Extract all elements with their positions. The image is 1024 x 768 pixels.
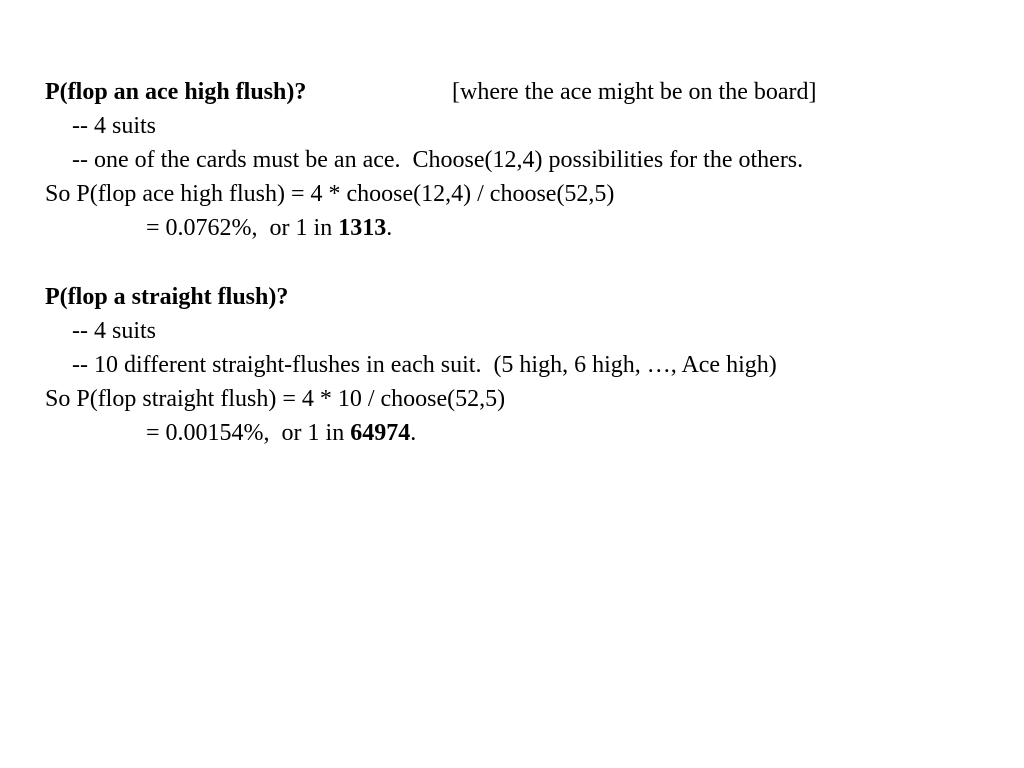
heading-ace-high-flush: P(flop an ace high flush)?: [45, 79, 307, 105]
note-ace-on-board: [where the ace might be on the board]: [452, 79, 817, 105]
result-straight-flush: [146, 419, 416, 447]
result-prefix: = 0.00154%, or 1 in: [146, 420, 351, 446]
bullet-4-suits: -- 4 suits: [72, 318, 156, 344]
result-odds: 1313: [338, 215, 387, 241]
result-prefix: = 0.0762%, or 1 in: [146, 215, 339, 241]
result-suffix: .: [410, 420, 417, 446]
formula-straight-flush: So P(flop straight flush) = 4 * 10 / choose(52,5): [45, 386, 506, 412]
result-ace-high-flush: [146, 214, 392, 242]
bullet-4-suits: -- 4 suits: [72, 113, 156, 139]
bullet-10-straight-flushes: -- 10 different straight-flushes in each suit. (5 high, 6 high, …, Ace high): [72, 352, 777, 378]
heading-straight-flush: P(flop a straight flush)?: [45, 284, 289, 310]
result-odds: 64974: [350, 420, 411, 446]
bullet-one-ace: -- one of the cards must be an ace. Choose(12,4) possibilities for the others.: [72, 147, 804, 173]
formula-ace-high-flush: So P(flop ace high flush) = 4 * choose(12,4) / choose(52,5): [45, 181, 615, 207]
result-suffix: .: [386, 215, 393, 241]
